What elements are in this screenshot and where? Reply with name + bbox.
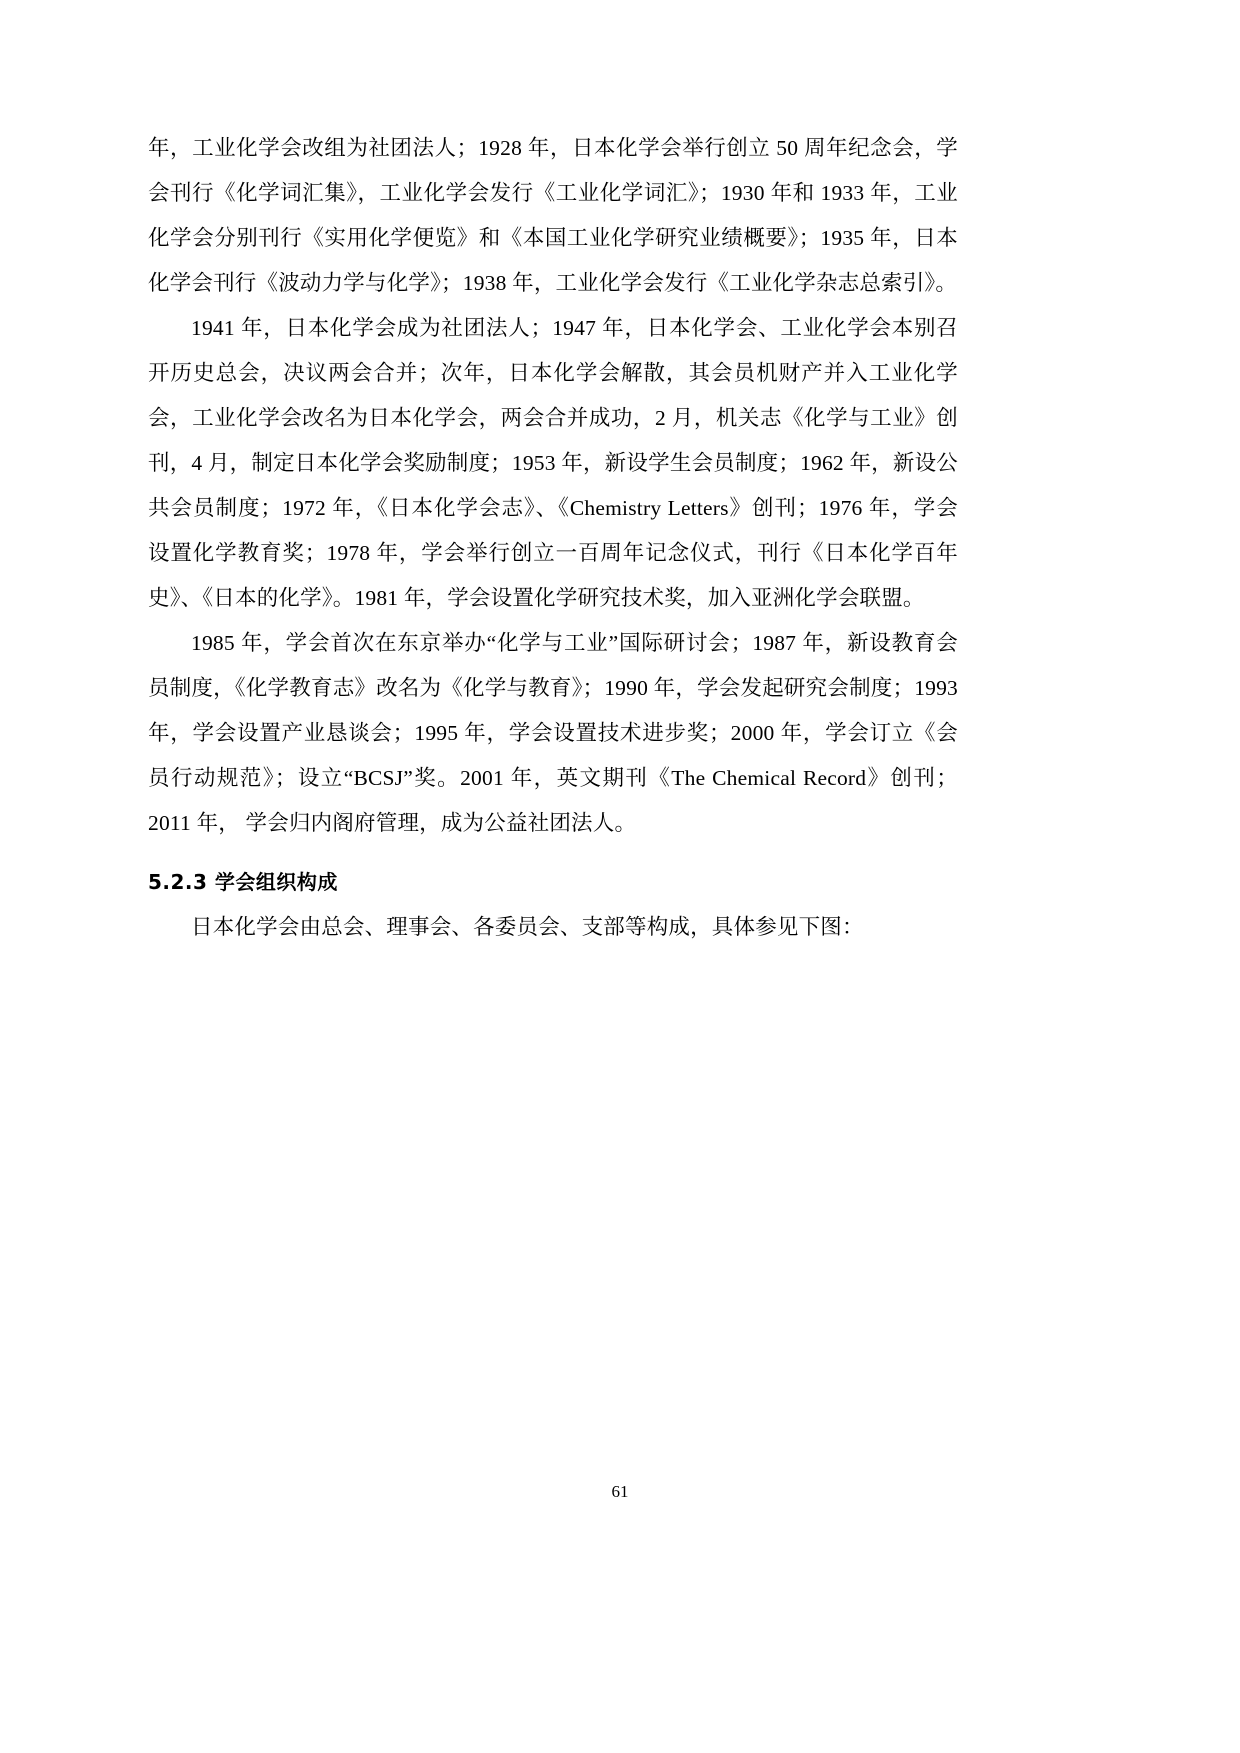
paragraph-2: 1941 年，日本化学会成为社团法人；1947 年，日本化学会、工业化学会本别召开历史总会，决议两会合并；次年，日本化学会解散，其会员机财产并入工业化学会，工业化学会改名为日本化学会，两会合并成功，2 月，机关志《化学与工业》创刊，4 月，制定日本化学会奖励制度；1953 年，新设学生会员制度；1962 年，新设公共会员制度；1972 年，《日本化学会志》、《Chemistry Letters》创刊；1976 年，学会设置化学教育奖；1978 年，学会举行创立一百周年记念仪式，刊行《日本化学百年史》、《日本的化学》。1981 年，学会设置化学研究技术奖，加入亚洲化学会联盟。 xyxy=(148,316,958,610)
paragraph-3: 1985 年，学会首次在东京举办“化学与工业”国际研讨会；1987 年，新设教育会员制度，《化学教育志》改名为《化学与教育》；1990 年，学会发起研究会制度；1993 年，学会设置产业恳谈会；1995 年，学会设置技术进步奖；2000 年，学会订立《会员行动规范》；设立“BCSJ”奖。2001 年，英文期刊《The Chemical Record》创刊；2011 年， 学会归内阁府管理，成为公益社团法人。 xyxy=(148,631,958,835)
paragraph-1: 年，工业化学会改组为社团法人；1928 年，日本化学会举行创立 50 周年纪念会，学会刊行《化学词汇集》，工业化学会发行《工业化学词汇》；1930 年和 1933 年，工业化学会分别刊行《实用化学便览》和《本国工业化学研究业绩概要》；1935 年，日本化学会刊行《波动力学与化学》；1938 年，工业化学会发行《工业化学杂志总索引》。 xyxy=(148,136,958,295)
page-number: 61 xyxy=(611,1482,629,1501)
page-content xyxy=(148,126,958,950)
paragraph-after-heading: 日本化学会由总会、理事会、各委员会、支部等构成，具体参见下图： xyxy=(191,915,864,939)
section-heading-5-2-3: 5.2.3 学会组织构成 xyxy=(148,870,338,894)
